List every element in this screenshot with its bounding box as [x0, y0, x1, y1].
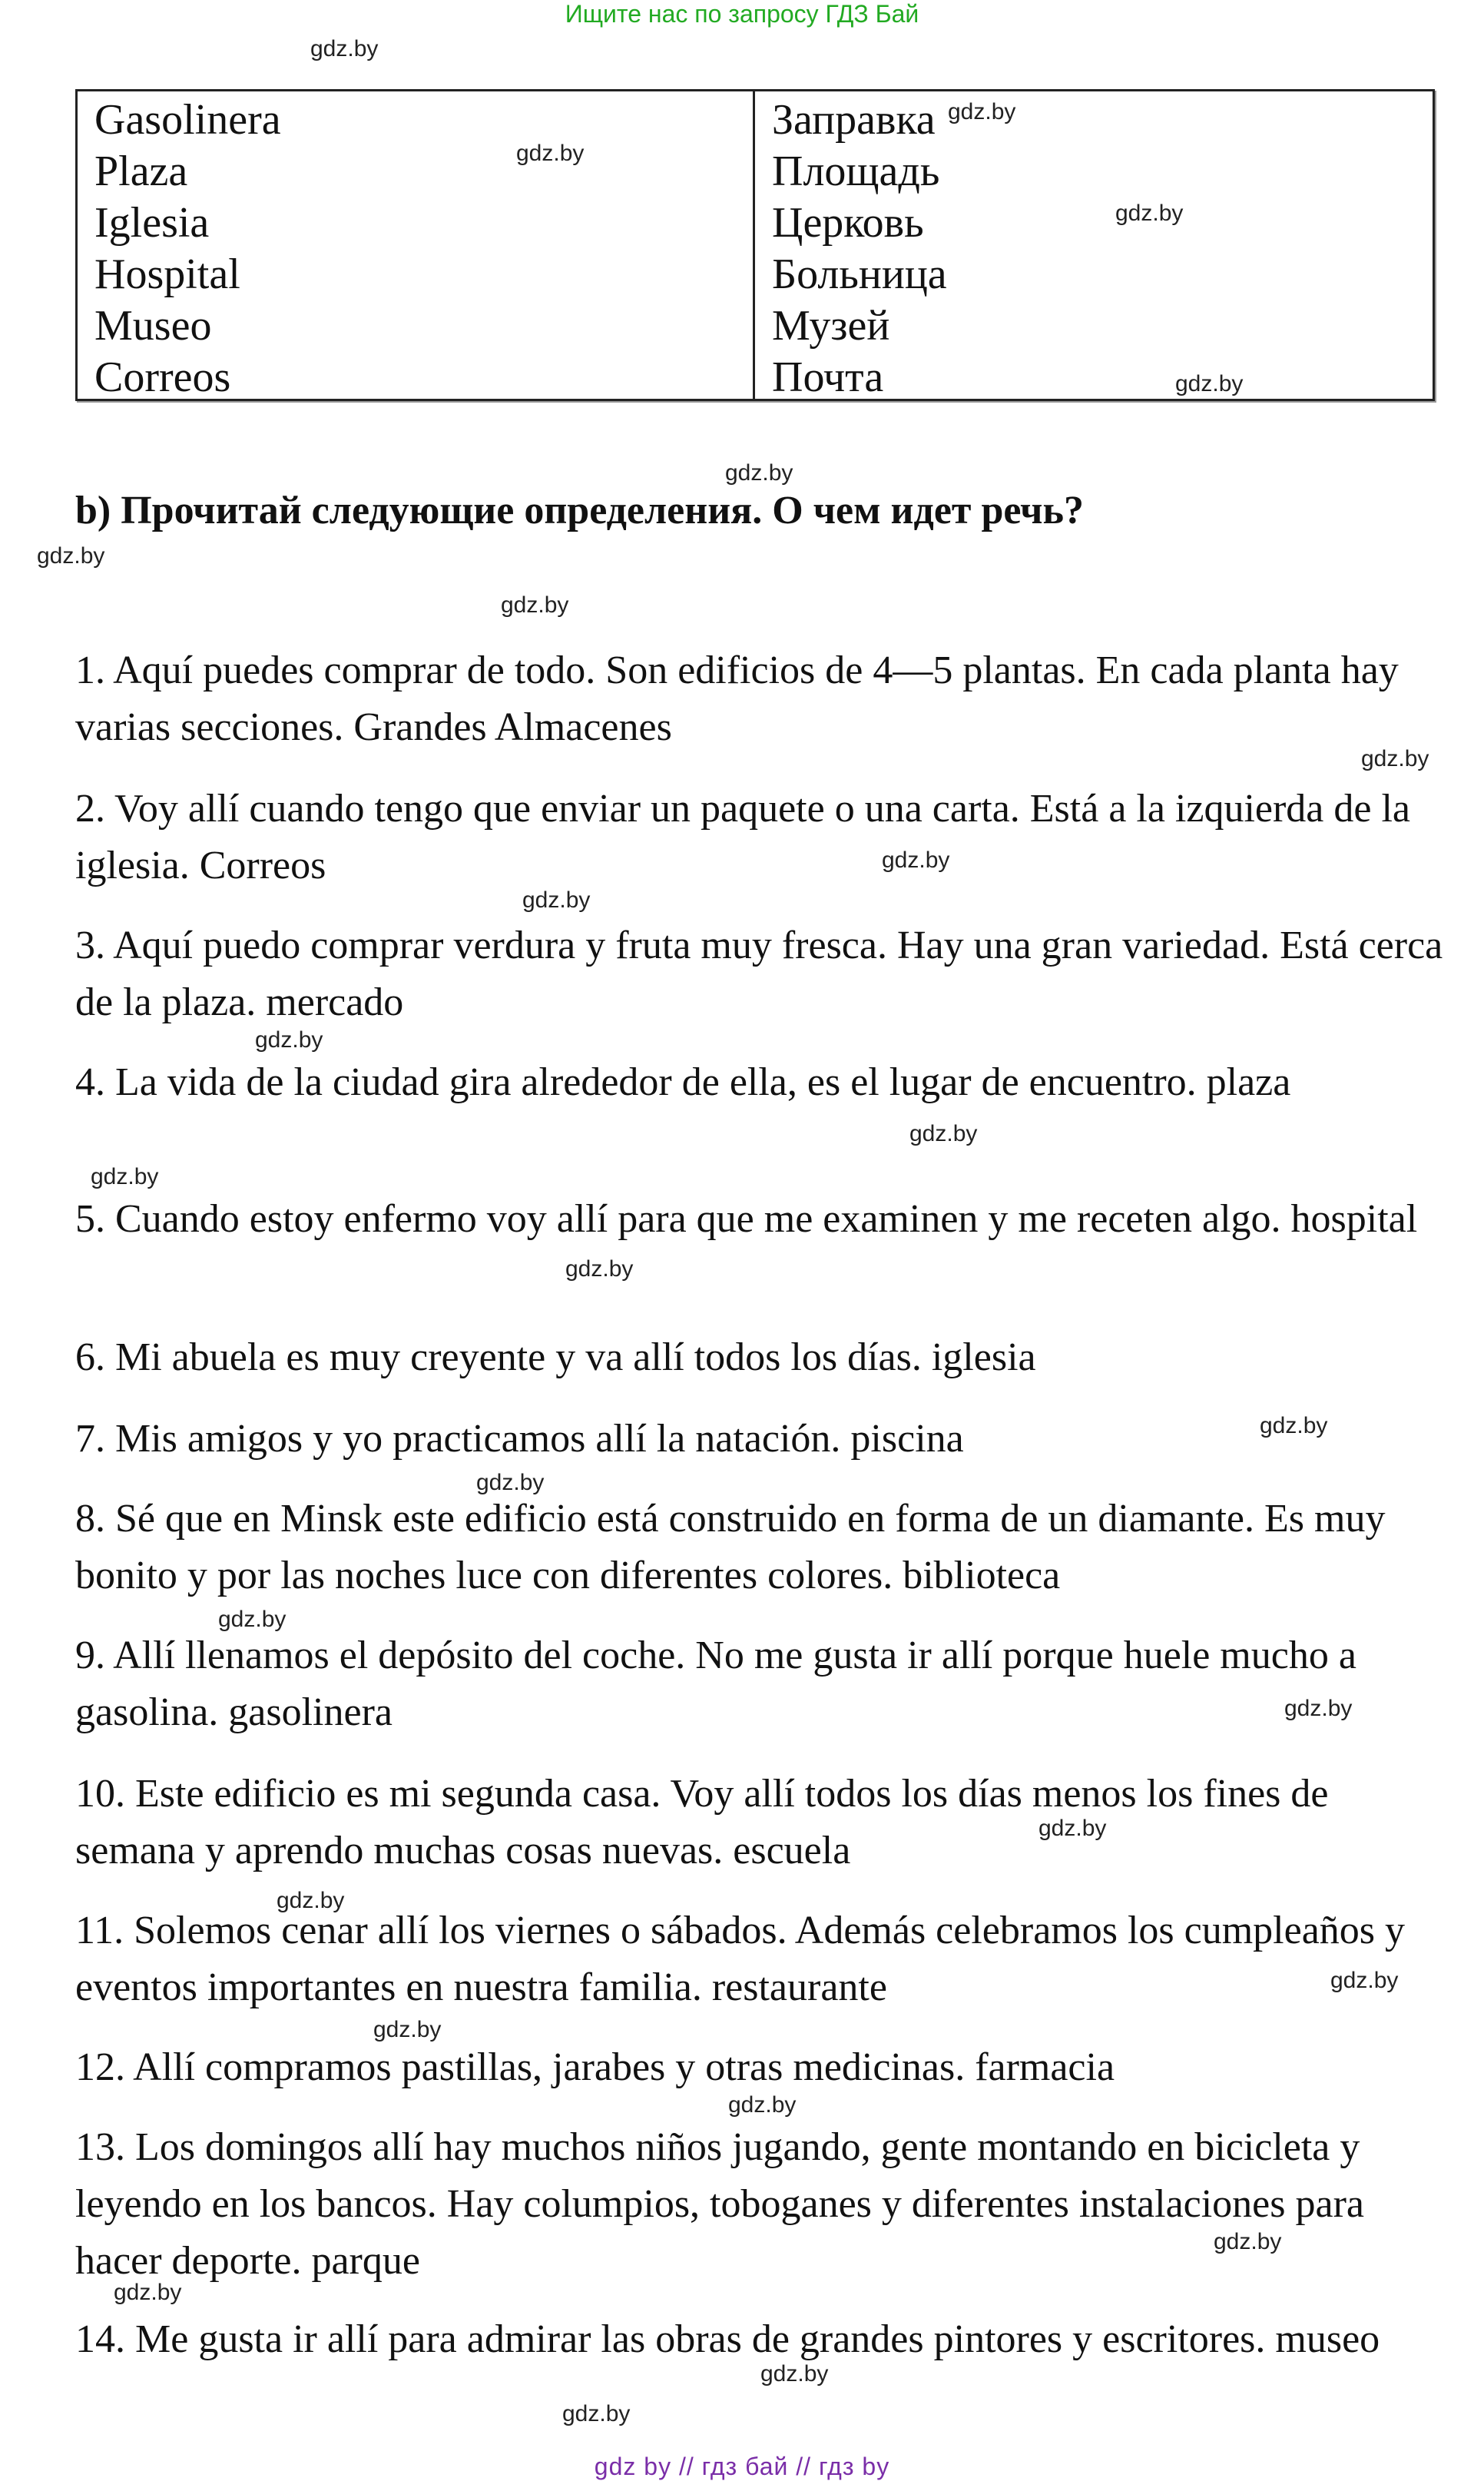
definition-item: 10. Este edificio es mi segunda casa. Voy allí todos los días menos los fines de semana y aprendo muchas cosas nuevas. escuela — [75, 1772, 1329, 1872]
watermark: gdz.by — [114, 2280, 182, 2305]
russian-word: Музей — [772, 302, 890, 350]
watermark: gdz.by — [277, 1888, 345, 1913]
watermark: gdz.by — [909, 1121, 978, 1146]
definition-item: 5. Cuando estoy enfermo voy allí para que me examinen y me receten algo. hospital — [75, 1197, 1418, 1241]
definition-item: 14. Me gusta ir allí para admirar las obras de grandes pintores y escritores. museo — [75, 2317, 1380, 2361]
watermark: gdz.by — [1115, 201, 1184, 226]
russian-word: Площадь — [772, 148, 940, 195]
watermark: gdz.by — [476, 1470, 545, 1495]
watermark: gdz.by — [516, 141, 585, 166]
watermark: gdz.by — [37, 543, 105, 569]
spanish-word: Correos — [94, 353, 231, 401]
definition-item: 2. Voy allí cuando tengo que enviar un paquete o una carta. Está a la izquierda de la iglesia. Correos — [75, 787, 1410, 887]
definition-item: 12. Allí compramos pastillas, jarabes y otras medicinas. farmacia — [75, 2045, 1115, 2089]
russian-word: Почта — [772, 353, 884, 401]
watermark: gdz.by — [310, 36, 379, 61]
spanish-word: Gasolinera — [94, 96, 281, 144]
top-search-banner: Ищите нас по запросу ГДЗ Бай — [565, 0, 919, 28]
definition-item: 3. Aquí puedo comprar verdura y fruta muy fresca. Hay una gran variedad. Está cerca de la plaza. mercado — [75, 924, 1443, 1024]
watermark: gdz.by — [522, 887, 591, 913]
watermark: gdz.by — [255, 1027, 323, 1053]
russian-column — [755, 91, 1433, 399]
watermark: gdz.by — [1214, 2229, 1282, 2254]
spanish-column — [78, 91, 755, 399]
watermark: gdz.by — [1284, 1696, 1353, 1721]
watermark: gdz.by — [501, 592, 569, 618]
spanish-word: Museo — [94, 302, 212, 350]
spanish-word: Hospital — [94, 250, 240, 298]
definition-item: 13. Los domingos allí hay muchos niños jugando, gente montando en bicicleta y leyendo en los bancos. Hay columpios, toboganes y diferentes instalaciones para hacer deporte. parque — [75, 2125, 1364, 2283]
definition-item: 6. Mi abuela es muy creyente y va allí todos los días. iglesia — [75, 1335, 1036, 1379]
vocabulary-table — [75, 89, 1435, 401]
exercise-heading: b) Прочитай следующие определения. О чем идет речь? — [75, 489, 1084, 532]
watermark: gdz.by — [373, 2017, 442, 2042]
definition-item: 9. Allí llenamos el depósito del coche. No me gusta ir allí porque huele mucho a gasolina. gasolinera — [75, 1634, 1356, 1734]
watermark: gdz.by — [1038, 1816, 1107, 1841]
spanish-word: Plaza — [94, 148, 188, 195]
spanish-word: Iglesia — [94, 199, 210, 247]
watermark: gdz.by — [218, 1607, 287, 1632]
definition-item: 11. Solemos cenar allí los viernes o sábados. Además celebramos los cumpleaños y eventos importantes en nuestra familia. restaurante — [75, 1909, 1406, 2009]
footer-banner: gdz by // гдз бай // гдз by — [594, 2453, 890, 2480]
definition-item: 4. La vida de la ciudad gira alrededor de ella, es el lugar de encuentro. plaza — [75, 1060, 1291, 1104]
watermark: gdz.by — [882, 847, 950, 873]
russian-word: Заправка — [772, 96, 936, 144]
watermark: gdz.by — [565, 1256, 634, 1282]
watermark: gdz.by — [1361, 746, 1429, 771]
definition-item: 8. Sé que en Minsk este edificio está construido en forma de un diamante. Es muy bonito y por las noches luce con diferentes colores. biblioteca — [75, 1497, 1386, 1597]
watermark: gdz.by — [948, 99, 1016, 124]
definition-item: 7. Mis amigos y yo practicamos allí la natación. piscina — [75, 1417, 964, 1461]
watermark: gdz.by — [1260, 1413, 1328, 1438]
watermark: gdz.by — [1330, 1968, 1399, 1993]
watermark: gdz.by — [725, 460, 793, 486]
watermark: gdz.by — [1175, 371, 1244, 396]
watermark: gdz.by — [562, 2401, 631, 2426]
russian-word: Церковь — [772, 199, 924, 247]
watermark: gdz.by — [760, 2361, 829, 2387]
definition-item: 1. Aquí puedes comprar de todo. Son edificios de 4—5 plantas. En cada planta hay varias secciones. Grandes Almacenes — [75, 648, 1399, 749]
watermark: gdz.by — [91, 1164, 159, 1189]
russian-word: Больница — [772, 250, 947, 298]
watermark: gdz.by — [728, 2092, 797, 2118]
